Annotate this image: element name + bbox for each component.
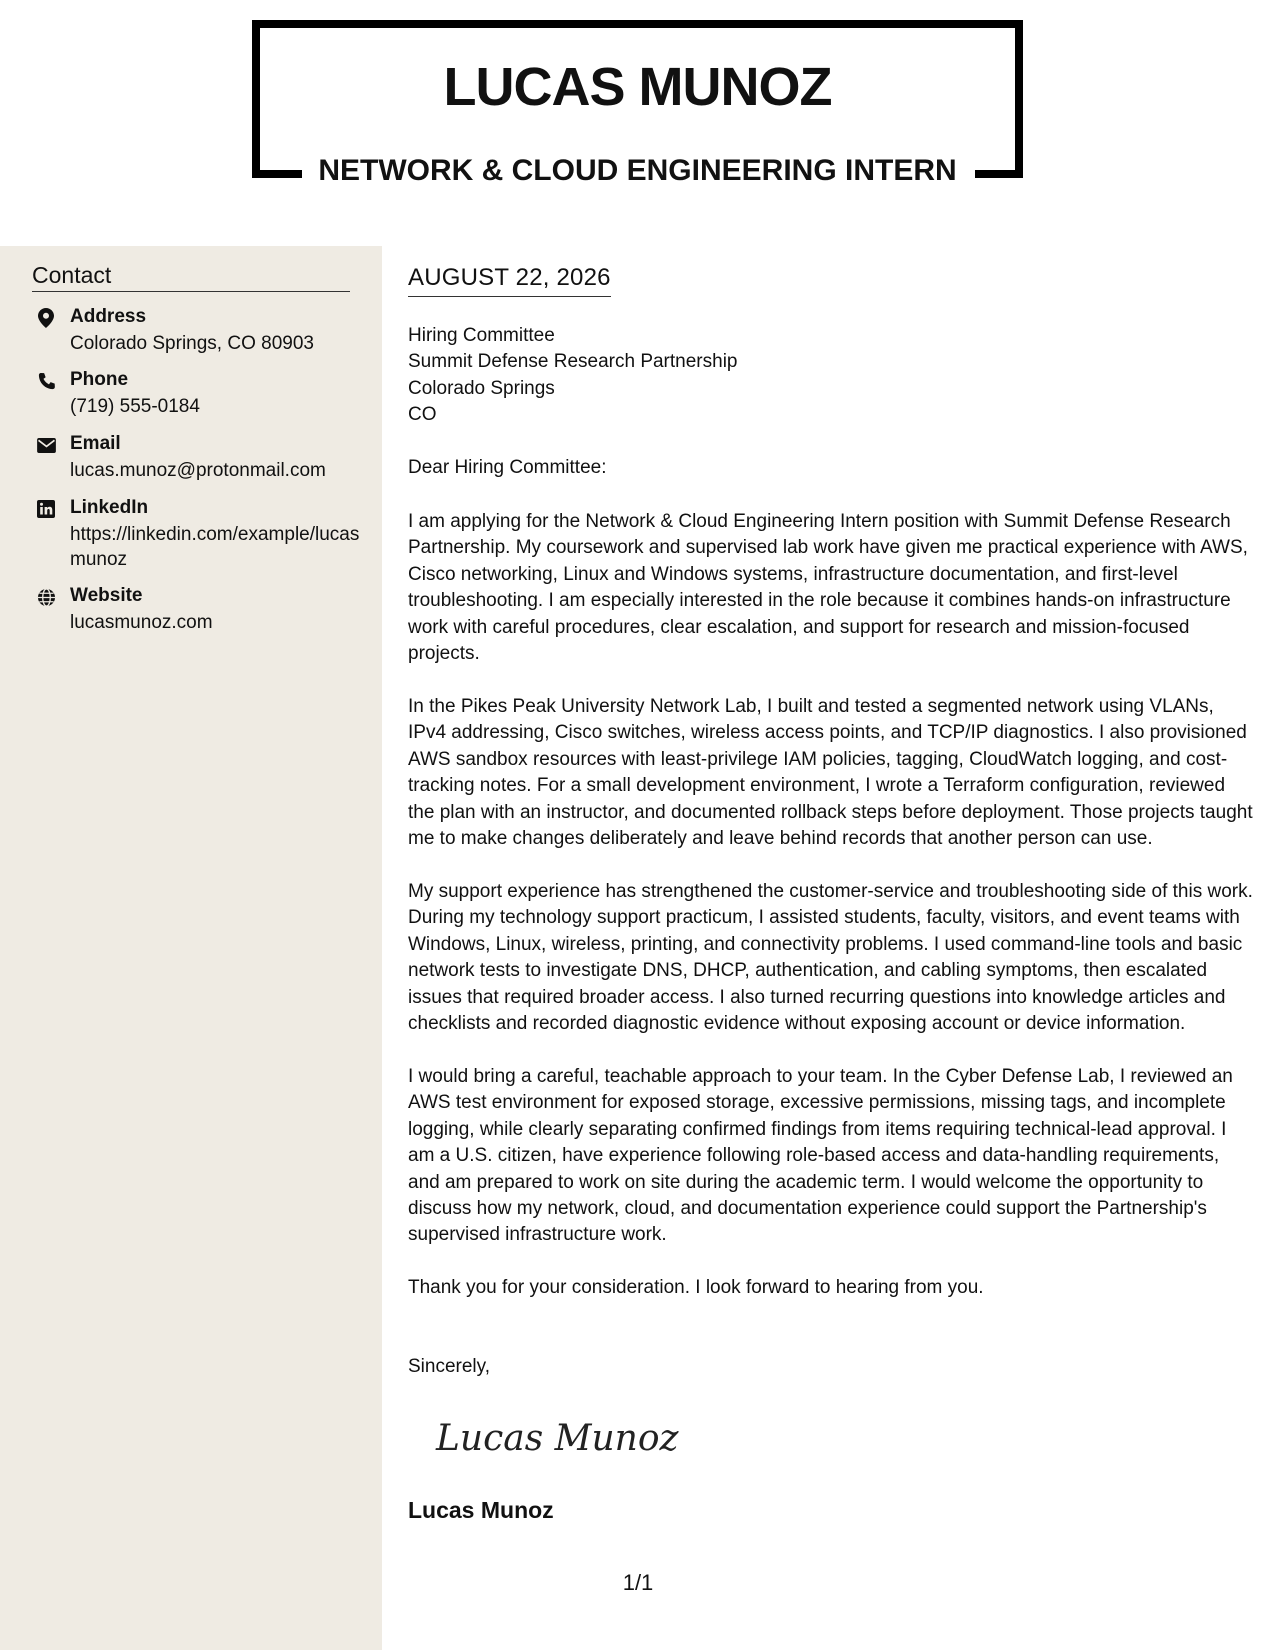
page-number: 1/1 <box>622 1570 654 1595</box>
signature-text: Lucas Munoz <box>436 1418 679 1459</box>
phone-icon <box>36 371 56 391</box>
contact-value: (719) 555-0184 <box>70 396 200 417</box>
body-paragraph: My support experience has strengthened the customer-service and troubleshooting side of this work. During my technology support practicum, I assisted students, faculty, visitors, and event teams with Windows, Linux, wireless, printing, and connectivity problems. I used command-line tools and basic network tests to investigate DNS, DHCP, authentication, and cabling symptoms, then escalated issues that required broader access. I also turned recurring questions into knowledge articles and checklists and recorded diagnostic evidence without exposing account or device information. <box>408 881 1253 1035</box>
handwritten-signature <box>432 1408 679 1473</box>
body-paragraph: I would bring a careful, teachable approach to your team. In the Cyber Defense Lab, I reviewed an AWS test environment for exposed storage, excessive permissions, missing tags, and incomplete logging, while clearly separating confirmed findings from items requiring technical-lead approval. I am a U.S. citizen, have experience following role-based access and data-handling requirements, and am prepared to work on site during the academic term. I would welcome the opportunity to discuss how my network, cloud, and documentation experience could support the Partnership's supervised infrastructure work. <box>408 1066 1233 1246</box>
sign-off: Sincerely, <box>408 1356 491 1377</box>
applicant-name: LUCAS MUNOZ <box>443 57 832 117</box>
contact-label: Address <box>70 306 147 327</box>
contact-label: Phone <box>70 369 129 390</box>
contact-heading: Contact <box>32 262 350 292</box>
body-paragraph: I am applying for the Network & Cloud Engineering Intern position with Summit Defense Research Partnership. My coursework and supervised lab work have given me practical experience with AWS, Cisco networking, Linux and Windows systems, infrastructure documentation, and first-level troubleshooting. I am especially interested in the role because it combines hands-on infrastructure work with careful procedures, clear escalation, and support for research and mission-focused projects. <box>408 511 1248 665</box>
contact-value: https://linkedin.com/example/lucasmunoz <box>70 524 360 570</box>
body-paragraph: Thank you for your consideration. I look forward to hearing from you. <box>408 1277 984 1298</box>
recipient-line: Hiring Committee <box>408 325 555 346</box>
map-pin-icon <box>36 308 56 328</box>
body-paragraph: In the Pikes Peak University Network Lab, I built and tested a segmented network using VLANs, IPv4 addressing, Cisco switches, wireless access points, and TCP/IP diagnostics. I also provisioned AWS sandbox resources with least-privilege IAM policies, tagging, CloudWatch logging, and cost-tracking notes. For a small development environment, I wrote a Terraform configuration, reviewed the plan with an instructor, and documented rollback steps before deployment. Those projects taught me to make changes deliberately and leave behind records that another person can use. <box>408 696 1253 850</box>
recipient-block <box>408 323 737 428</box>
contact-sidebar <box>0 246 382 1650</box>
signer-name: Lucas Munoz <box>408 1497 554 1523</box>
contact-value: Colorado Springs, CO 80903 <box>70 333 314 354</box>
linkedin-icon <box>36 499 56 519</box>
contact-value: lucas.munoz@protonmail.com <box>70 460 326 481</box>
recipient-line: Summit Defense Research Partnership <box>408 351 738 373</box>
envelope-icon <box>36 435 56 455</box>
salutation: Dear Hiring Committee: <box>408 457 607 478</box>
contact-value: lucasmunoz.com <box>70 612 213 633</box>
letter-header <box>0 0 1275 246</box>
recipient-line: CO <box>408 403 437 425</box>
contact-label: Email <box>70 433 121 454</box>
contact-label: Website <box>70 585 143 606</box>
applicant-title: NETWORK & CLOUD ENGINEERING INTERN <box>318 154 957 187</box>
globe-icon <box>36 587 56 607</box>
recipient-line: Colorado Springs <box>408 377 555 399</box>
letter-date: AUGUST 22, 2026 <box>408 264 611 297</box>
contact-label: LinkedIn <box>70 497 149 518</box>
